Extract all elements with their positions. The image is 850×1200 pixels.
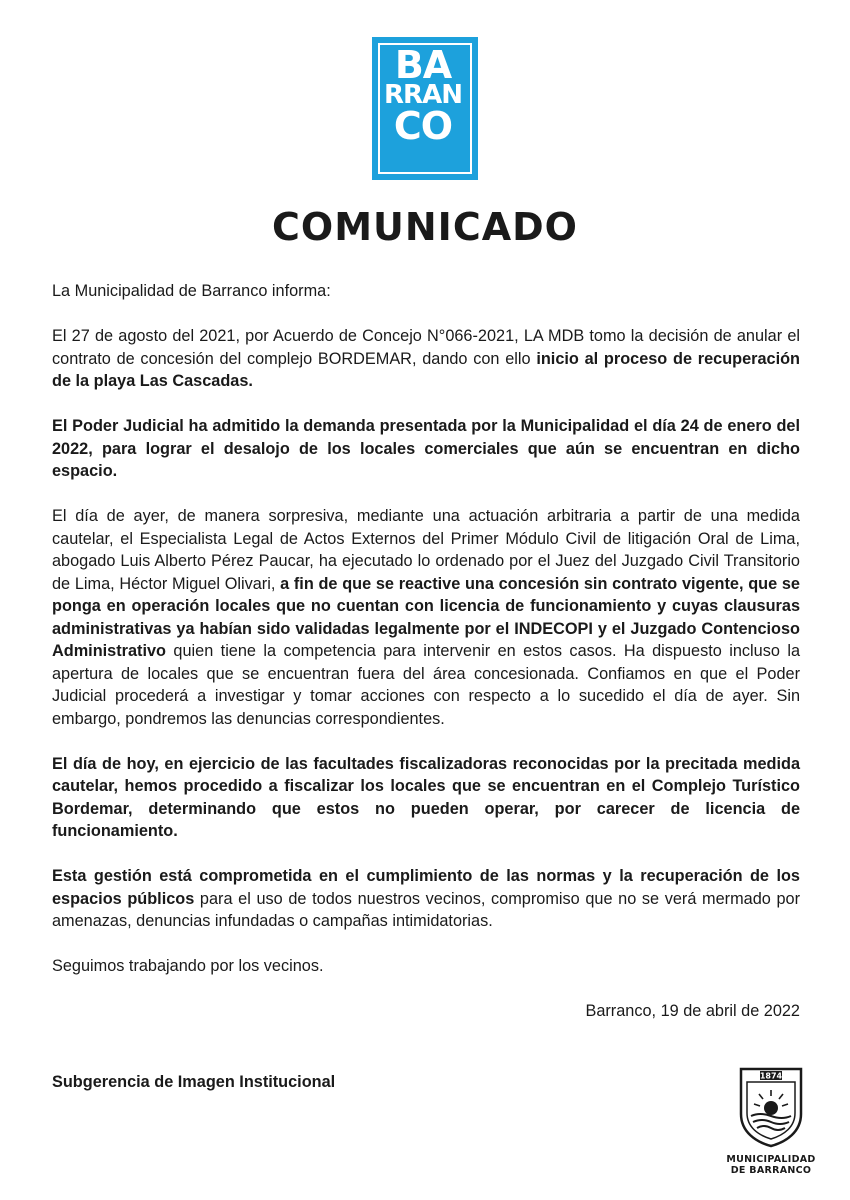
- coat-of-arms-icon: [738, 1066, 804, 1148]
- paragraph-3-bold: a fin de que se reactive una concesión sin contrato vigente, que se ponga en operación locales que no cuentan con licencia de funcionamiento y cuyas clausuras administrativas ya habían sido validadas legalmente por el INDECOPI y el Juzgado Contencioso Administrativo: [52, 574, 800, 660]
- svg-text:1874: 1874: [759, 1071, 783, 1081]
- paragraph-5-text: para el uso de todos nuestros vecinos, compromiso que no se verá mermado por amenazas, denuncias infundadas o campañas intimidatorias.: [52, 889, 800, 930]
- logo-line-3: CO: [393, 103, 453, 148]
- logo-wordmark: [380, 43, 466, 148]
- document-body: [52, 280, 800, 1045]
- barranco-logo: [372, 37, 478, 180]
- paragraph-2-bold: El Poder Judicial ha admitido la demanda presentada por la Municipalidad el día 24 de enero del 2022, para lograr el desalojo de los locales comerciales que aún se encuentran en dicho espacio.: [52, 417, 800, 480]
- logo-line-1: BA: [394, 43, 452, 87]
- page-title: COMUNICADO: [272, 205, 578, 249]
- closing-line: Seguimos trabajando por los vecinos.: [52, 957, 324, 975]
- paragraph-3-text-c: quien tiene la competencia para intervenir en estos casos. Ha dispuesto incluso la apertura de locales que se encuentran fuera del área concesionada. Confiamos en que el Poder Judicial procederá a investigar y tomar acciones con respecto a lo sucedido el día de ayer. Sin embargo, pondremos las denuncias correspondientes.: [52, 642, 800, 728]
- paragraph-1: [52, 325, 800, 393]
- municipal-seal: [724, 1066, 818, 1186]
- paragraph-1-text: El 27 de agosto del 2021, por Acuerdo de Concejo N°066-2021, LA MDB tomo la decisión de anular el contrato de concesión del complejo BORDEMAR, dando con ello: [52, 327, 800, 368]
- paragraph-3: [52, 505, 800, 730]
- date-line: Barranco, 19 de abril de 2022: [585, 1002, 800, 1020]
- intro-paragraph: La Municipalidad de Barranco informa:: [52, 282, 331, 300]
- seal-caption-line-1: MUNICIPALIDAD: [726, 1154, 816, 1165]
- seal-caption-line-2: DE BARRANCO: [730, 1165, 812, 1176]
- signature-line: Subgerencia de Imagen Institucional: [52, 1073, 336, 1091]
- paragraph-5: [52, 865, 800, 933]
- paragraph-2: [52, 415, 800, 483]
- paragraph-5-bold: Esta gestión está comprometida en el cumplimiento de las normas y la recuperación de los espacios públicos: [52, 867, 800, 908]
- paragraph-4: [52, 753, 800, 843]
- seal-caption: [724, 1154, 818, 1176]
- paragraph-4-bold: El día de hoy, en ejercicio de las facultades fiscalizadoras reconocidas por la precitada medida cautelar, hemos procedido a fiscalizar los locales que se encuentran en el Complejo Turístico Bordemar, determinando que estos no pueden operar, por carecer de licencia de funcionamiento.: [52, 754, 800, 840]
- paragraph-1-bold: inicio al proceso de recuperación de la playa Las Cascadas.: [52, 349, 800, 390]
- logo-line-2: RRAN: [384, 80, 462, 111]
- paragraph-3-text-a: El día de ayer, de manera sorpresiva, mediante una actuación arbitraria a partir de una medida cautelar, el Especialista Legal de Actos Externos del Primer Módulo Civil de litigación Oral de Lima, abogado Luis Alberto Pérez Paucar, ha ejecutado lo ordenado por el Juez del Juzgado Civil Transitorio de Lima, Héctor Miguel Olivari,: [52, 507, 800, 593]
